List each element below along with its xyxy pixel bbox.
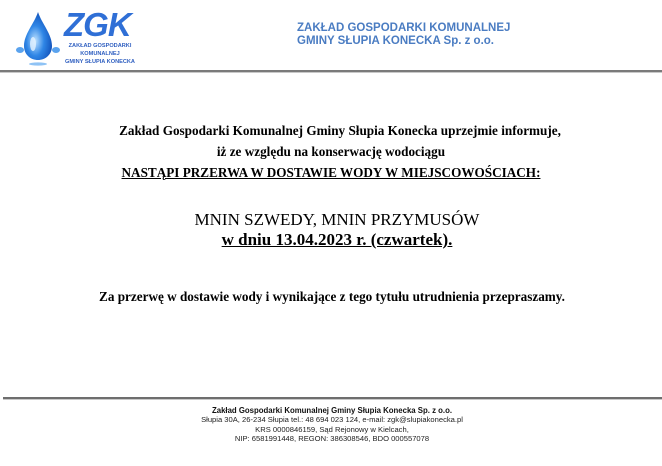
footer-divider	[3, 397, 662, 400]
footer	[0, 406, 662, 444]
company-logo	[14, 6, 144, 68]
footer-address: Słupia 30A, 26-234 Słupia tel.: 48 694 023 124, e-mail: zgk@slupiakonecka.pl	[201, 415, 463, 425]
outage-date: w dniu 13.04.2023 r. (czwartek).	[221, 230, 453, 249]
svg-text:ZGK: ZGK	[64, 6, 131, 43]
footer-ids: NIP: 6581991448, REGON: 386308546, BDO 000557078	[234, 434, 430, 444]
svg-text:ZAKŁAD GOSPODARKI: ZAKŁAD GOSPODARKI	[68, 43, 132, 49]
company-name-line-1: ZAKŁAD GOSPODARKI KOMUNALNEJ	[297, 22, 511, 34]
notice-headline: NASTĄPI PRZERWA W DOSTAWIE WODY W MIEJSCOWOŚCIACH:	[121, 165, 541, 180]
header-divider	[0, 70, 662, 73]
water-drop-icon	[14, 6, 144, 68]
footer-registry: KRS 0000846159, Sąd Rejonowy w Kielcach,	[255, 424, 409, 434]
company-name-line-2: GMINY SŁUPIA KONECKA Sp. z o.o.	[297, 35, 494, 47]
apology-text: Za przerwę w dostawie wody i wynikające z tego tytułu utrudnienia przepraszamy.	[99, 289, 565, 304]
svg-text:KOMUNALNEJ: KOMUNALNEJ	[80, 51, 120, 57]
footer-company-name: Zakład Gospodarki Komunalnej Gminy Słupia Konecka Sp. z o.o.	[211, 406, 453, 415]
locations: MNIN SZWEDY, MNIN PRZYMUSÓW	[194, 210, 480, 229]
svg-text:GMINY SŁUPIA KONECKA: GMINY SŁUPIA KONECKA	[65, 59, 135, 65]
notice-line-2: iż ze względu na konserwację wodociągu	[216, 144, 446, 159]
notice-text	[0, 120, 662, 183]
affected-places	[0, 210, 662, 250]
company-header	[297, 22, 510, 48]
notice-line-1: Zakład Gospodarki Komunalnej Gminy Słupia Konecka uprzejmie informuje,	[119, 123, 561, 138]
